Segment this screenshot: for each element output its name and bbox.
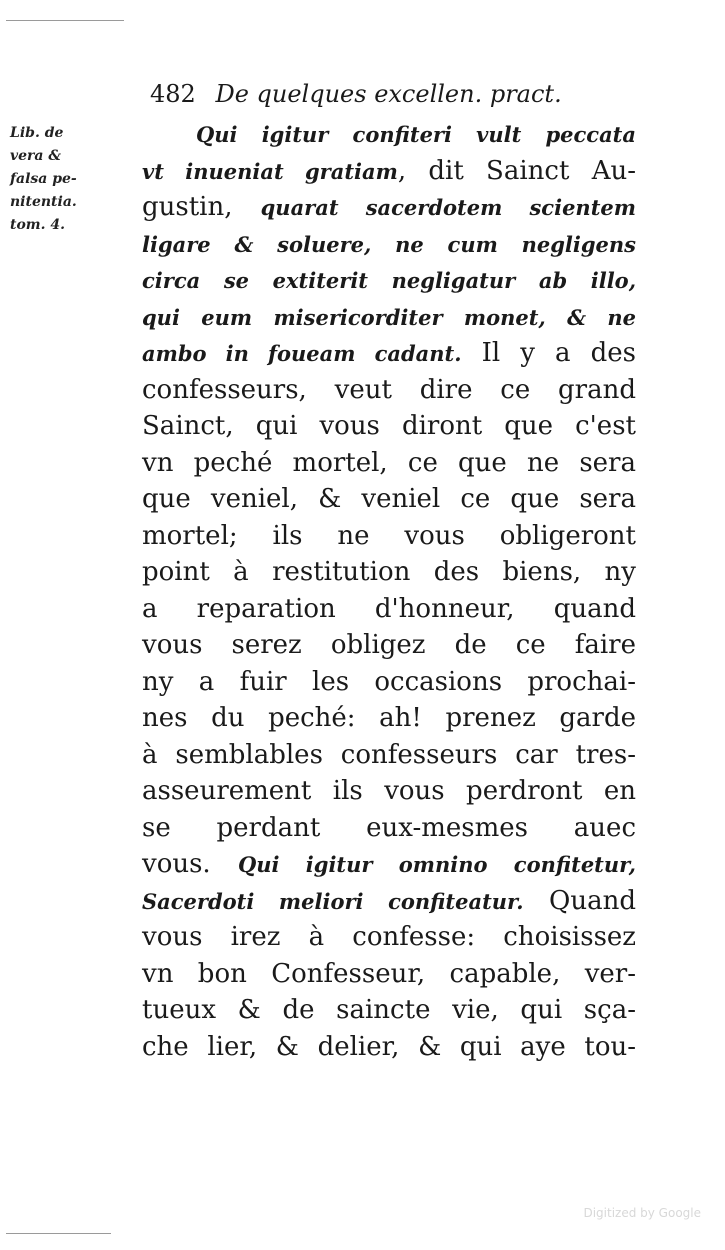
text-line [142,1029,636,1066]
margin-line: nitentia. [10,194,77,210]
text-line [142,627,636,664]
text-line [142,591,636,628]
text-segment: Sainct, qui vous diront que c'est [142,411,636,441]
text-line [142,299,636,336]
running-title: De quelques excellen. pract. [215,80,562,108]
text-segment: vous irez à confesse: choisissez [142,922,636,952]
latin-quote: qui eum misericorditer monet, & ne [142,304,636,330]
text-segment: mortel; ils ne vous obligeront [142,520,636,551]
text-line [142,773,636,810]
latin-quote: ambo in foueam cadant. [142,341,462,366]
text-line [142,153,636,190]
text-segment: Quand [523,885,636,916]
bottom-rule [6,1233,111,1234]
text-segment: confesseurs, veut dire ce grand [142,374,636,405]
latin-quote: ligare & soluere, ne cum negligens [142,231,636,257]
text-line [142,226,636,263]
latin-quote: Qui igitur confiteri vult peccata [196,122,636,147]
page-number: 482 [150,80,196,108]
text-line [142,262,636,299]
running-header [150,78,620,110]
margin-line: tom. 4. [10,217,65,233]
latin-quote: circa se extiterit negligatur ab illo, [142,268,636,293]
text-line [142,554,636,591]
latin-quote: Sacerdoti meliori confiteatur. [142,888,524,914]
text-line [142,700,636,737]
text-line [142,481,636,518]
text-segment: se perdant eux-mesmes auec [142,812,636,843]
text-segment: asseurement ils vous perdront en [142,776,636,806]
text-segment: à semblables confesseurs car tres- [142,739,636,770]
text-segment: ny a fuir les occasions prochai- [142,666,636,697]
text-line [142,846,636,883]
margin-citation [10,122,122,237]
text-line [142,737,636,774]
margin-line: vera & [10,148,62,164]
text-line [142,919,636,956]
text-line [142,956,636,993]
text-line [142,445,636,482]
text-segment: point à restitution des biens, ny [142,557,636,587]
text-segment: Il y a des [461,338,636,368]
text-segment: vous. [142,849,238,879]
top-rule [6,20,124,21]
text-line [142,408,636,445]
text-line [142,992,636,1029]
body-text [142,116,636,1065]
text-segment: a reparation d'honneur, quand [142,593,636,624]
text-segment: tueux & de saincte vie, qui sça- [142,995,636,1025]
text-line [142,664,636,701]
text-line [142,883,636,920]
text-segment: gustin, [142,192,261,222]
text-segment: , dit Sainct Au- [397,155,637,186]
text-line [142,335,636,372]
text-line [142,810,636,847]
latin-quote: Qui igitur omnino confitetur, [237,852,636,877]
text-segment: que veniel, & veniel ce que sera [142,484,636,514]
latin-quote: vt inueniat gratiam [142,158,398,184]
text-segment: vn peché mortel, ce que ne sera [142,447,636,478]
text-segment: nes du peché: ah! prenez garde [142,703,636,733]
text-line [142,116,636,153]
latin-quote: quarat sacerdotem scientem [260,195,636,220]
text-line [142,189,636,226]
text-line [142,518,636,555]
text-line [142,372,636,409]
margin-line: falsa pe- [10,171,77,187]
text-segment: vn bon Confesseur, capable, ver- [142,958,636,989]
watermark: Digitized by Google [583,1206,701,1220]
text-segment: vous serez obligez de ce faire [142,630,636,660]
margin-line: Lib. de [10,125,64,141]
text-segment: che lier, & delier, & qui aye tou- [142,1031,636,1062]
